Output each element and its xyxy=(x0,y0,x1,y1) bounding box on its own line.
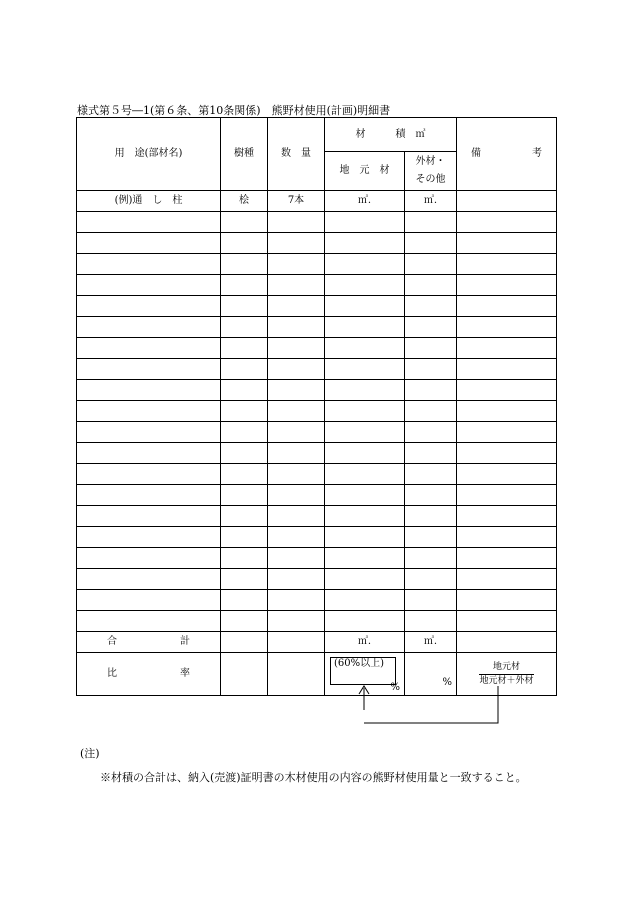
header-remarks-right: 考 xyxy=(532,148,542,159)
example-local: ㎥. xyxy=(325,191,405,212)
total-local: ㎥. xyxy=(325,632,405,653)
total-outside: ㎥. xyxy=(405,632,457,653)
formula-denominator: 地元材＋外材 xyxy=(479,675,534,686)
example-use: (例)通 し 柱 xyxy=(77,191,221,212)
header-volume: 材 積 ㎥ xyxy=(325,118,457,152)
header-species: 樹種 xyxy=(221,118,268,191)
ratio-outside-pct: % xyxy=(442,677,452,688)
example-quantity: 7本 xyxy=(268,191,325,212)
connector-line xyxy=(364,686,498,723)
form-title: 様式第５号―1(第６条、第10条関係) 熊野材使用(計画)明細書 xyxy=(77,104,391,117)
header-local: 地 元 材 xyxy=(325,152,405,191)
notes-text: ※材積の合計は、納入(売渡)証明書の木材使用の内容の熊野材使用量と一致すること。 xyxy=(100,771,527,784)
notes-heading: (注) xyxy=(80,747,100,760)
formula-numerator: 地元材 xyxy=(479,661,533,675)
header-outside-2: その他 xyxy=(415,174,446,185)
total-label-right: 計 xyxy=(180,636,190,647)
ratio-local-pct: % xyxy=(390,682,400,693)
header-use: 用 途(部材名) xyxy=(77,118,221,191)
min-requirement-text: (60%以上) xyxy=(334,658,385,669)
ratio-label-right: 率 xyxy=(180,668,190,679)
example-species: 桧 xyxy=(221,191,268,212)
example-outside: ㎥. xyxy=(405,191,457,212)
header-remarks-left: 備 xyxy=(471,148,481,159)
header-outside-1: 外材・ xyxy=(415,156,446,167)
total-label-left: 合 xyxy=(107,636,117,647)
ratio-label-left: 比 xyxy=(107,668,117,679)
header-quantity: 数 量 xyxy=(268,118,325,191)
